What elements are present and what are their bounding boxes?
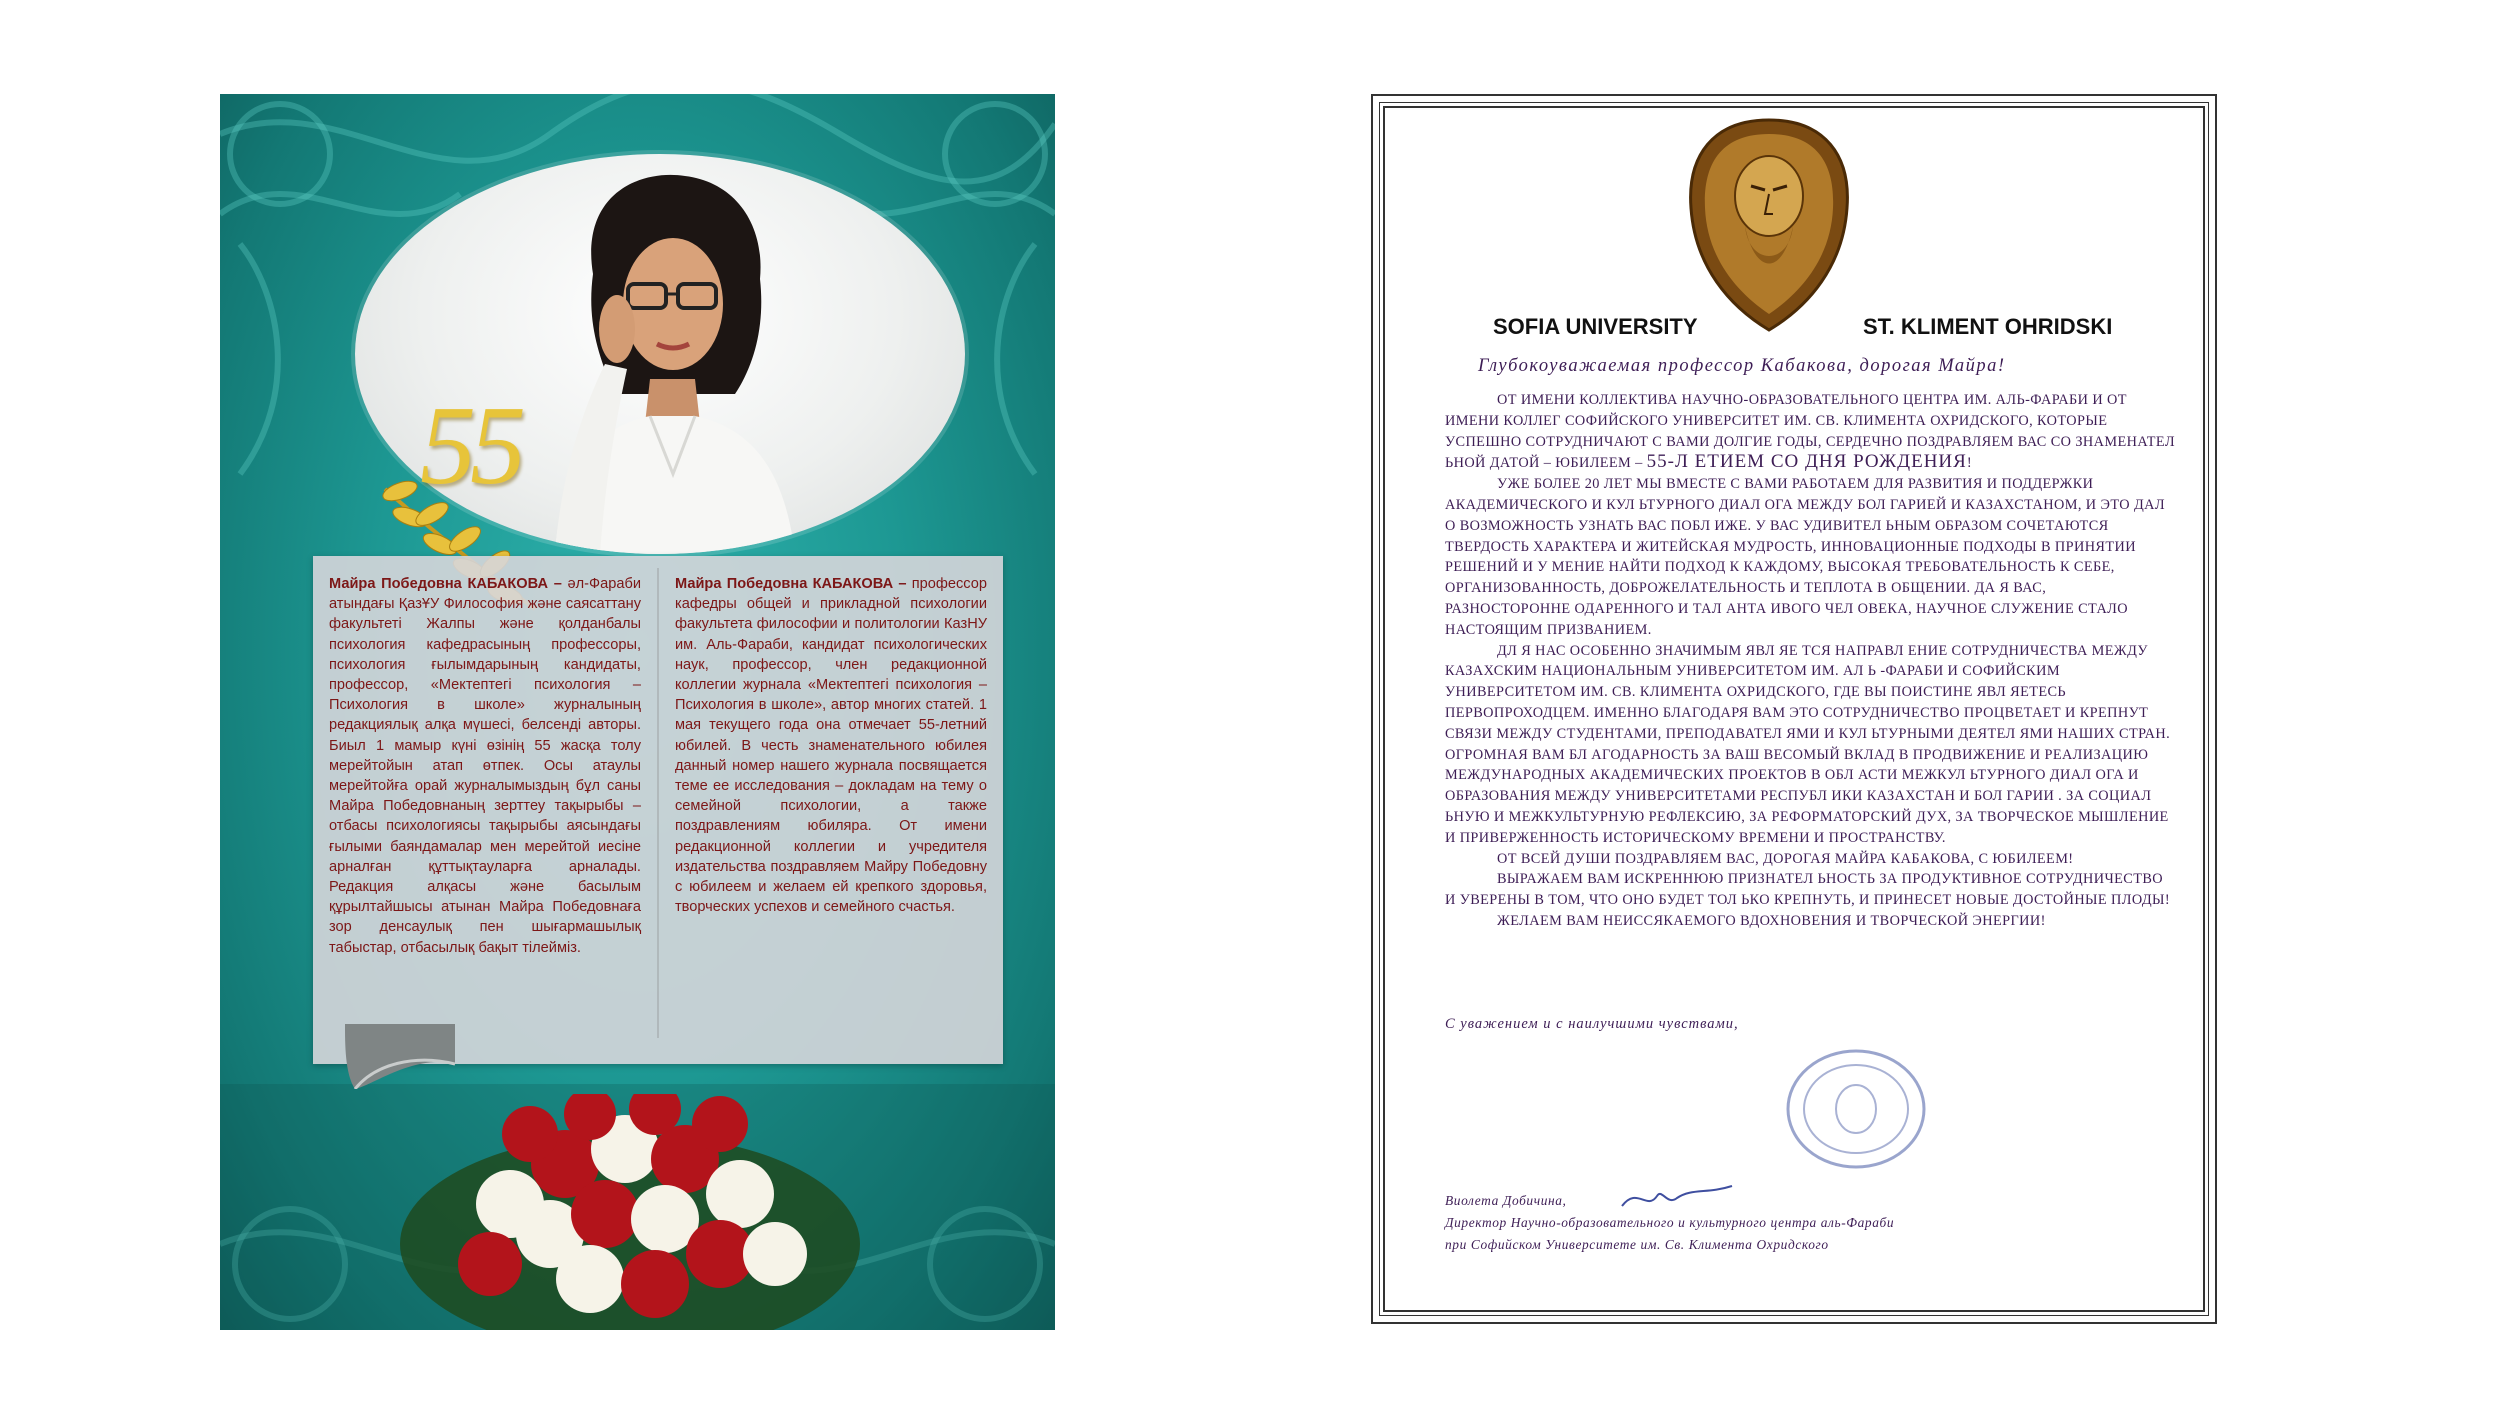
salutation: Глубокоуважаемая профессор Кабакова, дорогая Майра! xyxy=(1478,356,2006,376)
bio-kazakh xyxy=(329,574,641,958)
bio-russian-body: профессор кафедры общей и прикладной психологии факультета философии и политологии КазНУ им. Аль-Фараби, кандидат психологических наук, профессор, член редакционной коллегии журнала «Мектептегі психология – Психология в школе», автор многих статей. 1 мая текущего года она отмечает 55-летний юбилей. В честь знаменательного юбилея данный номер нашего журнала посвящается теме ее исследования – докладам на тему о семейной психологии, а также поздравлениям юбиляра. От имени редакционной коллегии и учредителя издательства поздравляем Майру Победовну с юбилеем и желаем ей крепкого здоровья, творческих успехов и семейного счастья. xyxy=(675,576,987,916)
paragraph-5: ВЫРАЖАЕМ ВАМ ИСКРЕННЮЮ ПРИЗНАТЕЛ ЬНОСТЬ ЗА ПРОДУКТИВНОЕ СОТРУДНИЧЕСТВО И УВЕРЕНЫ В ТОМ, ЧТО ОНО БУДЕТ ТОЛ ЬКО КРЕПНУТЬ, И ПРИНЕСЕТ НОВЫЕ ДОСТОЙНЫЕ ПЛОДЫ! xyxy=(1445,871,2171,909)
paragraph-3: ДЛ Я НАС ОСОБЕННО ЗНАЧИМЫМ ЯВЛ ЯЕ ТСЯ НАПРАВЛ ЕНИЕ СОТРУДНИЧЕСТВА МЕЖДУ КАЗАХСКИМ НАЦИОНАЛЬНЫМ УНИВЕРСИТЕТОМ ИМ. АЛ Ь -ФАРАБИ И СОФИЙСКИМ УНИВЕРСИТЕТОМ ИМ. СВ. КЛИМЕНТА ОХРИДСКОГО, ГДЕ ВЫ ПОИСТИНЕ ЯВЛ ЯЕТЕСЬ ПЕРВОПРОХОДЦЕМ. ИМЕННО БЛАГОДАРЯ ВАМ ЭТО СОТРУДНИЧЕСТВО ПРОЦВЕТАЕТ И КРЕПНУТ СВЯЗИ МЕЖДУ СТУДЕНТАМИ, ПРЕПОДАВАТЕЛ ЯМИ И КУЛ ЬТУРНЫМИ ДЕЯТЕЛ ЯМИ НАШИХ СТРАН. ОГРОМНАЯ ВАМ БЛ АГОДАРНОСТЬ ЗА ВАШ ВЕСОМЫЙ ВКЛАД В ПРОДВИЖЕНИЕ И РЕАЛИЗАЦИЮ МЕЖДУНАРОДНЫХ АКАДЕМИЧЕСКИХ ПРОЕКТОВ В ОБЛ АСТИ МЕЖКУЛ ЬТУРНОГО ДИАЛ ОГА И ОБРАЗОВАНИЯ МЕЖДУ УНИВЕРСИТЕТАМИ РЕСПУБЛ ИКИ КАЗАХСТАН И БОЛ ГАРИИ . ЗА СОЦИАЛ ЬНУЮ И МЕЖКУЛЬТУРНУЮ РЕФЛЕКСИЮ, ЗА РЕФОРМАТОРСКИЙ ДУХ, ЗА ТВОРЧЕСКОЕ МЫШЛЕНИЕ И ПРИВЕРЖЕННОСТЬ ИСТОРИЧЕСКОМУ ВРЕМЕНИ И ПРОСТРАНСТВУ. xyxy=(1445,642,2171,846)
paragraph-4: ОТ ВСЕЙ ДУШИ ПОЗДРАВЛЯЕМ ВАС, ДОРОГАЯ МАЙРА КАБАКОВА, С ЮБИЛЕЕМ! xyxy=(1497,850,2074,867)
congratulation-letter xyxy=(1371,94,2217,1324)
university-name-left: SOFIA UNIVERSITY xyxy=(1493,314,1698,339)
paragraph-2: УЖЕ БОЛЕЕ 20 ЛЕТ МЫ ВМЕСТЕ С ВАМИ РАБОТАЕМ ДЛЯ РАЗВИТИЯ И ПОДДЕРЖКИ АКАДЕМИЧЕСКОГО И КУЛ ЬТУРНОГО ДИАЛ ОГА МЕЖДУ БОЛ ГАРИЕЙ И КАЗАХСТАНОМ, И ЭТО ДАЛ О ВОЗМОЖНОСТЬ УЗНАТЬ ВАС ПОБЛ ИЖЕ. У ВАС УДИВИТЕЛ ЬНЫМ ОБРАЗОМ СОЧЕТАЮТСЯ ТВЕРДОСТЬ ХАРАКТЕРА И ЖИТЕЙСКАЯ МУДРОСТЬ, ИННОВАЦИОННЫЕ ПОДХОДЫ В ПРИНЯТИИ РЕШЕНИЙ И У МЕНИЕ НАЙТИ ПОДХОД К КАЖДОМУ, ВЫСОКАЯ ТРЕБОВАТЕЛЬНОСТЬ К СЕБЕ, ОРГАНИЗОВАННОСТЬ, ДОБРОЖЕЛАТЕЛЬНОСТЬ И ТЕПЛОТА В ОБЩЕНИИ. ДА Я ВАС, РАЗНОСТОРОННЕ ОДАРЕННОГО И ТАЛ АНТА ИВОГО ЧЕЛ ОВЕКА, НАУЧНОЕ СЛУЖЕНИЕ СТАЛО НАСТОЯЩИМ ПРИЗВАНИЕМ. xyxy=(1445,476,2165,638)
bio-russian-name: Майра Победовна КАБАКОВА – xyxy=(675,576,907,592)
bio-kazakh-name: Майра Победовна КАБАКОВА – xyxy=(329,576,562,592)
jubilee-number: 55 xyxy=(420,384,520,508)
letter-body xyxy=(1445,390,2175,932)
paragraph-1-end: ! xyxy=(1966,455,1972,472)
bio-kazakh-body: әл-Фараби атындағы ҚазҰУ Философия және саясаттану факультеті Жалпы және қолданбалы психология кафедрасының профессоры, психология ғылымдарының кандидаты, профессор, «Мектептегі психология – Психология в школе» журналының редакциялық алқа мүшесі, белсенді авторы. Биыл 1 мамыр күні өзінің 55 жасқа толу мерейтойын атап өтпек. Осы атаулы мерейтойға орай журналымыздың бұл саны Майра Победовнаның зерттеу тақырыбы – отбасы психологиясы тақырыбы аясындағы ғылыми баяндамалар мен мерейтой иесіне арналған құттықтауларға арналады. Редакция алқасы және басылым құрылтайшысы атынан Майра Победовнаға зор денсаулық пен шығармашылық табыстар, отбасылық бақыт тілейміз. xyxy=(329,576,641,956)
university-medal-emblem xyxy=(1685,116,1853,334)
signatory-block xyxy=(1445,1190,1894,1256)
signatory-position-2: при Софийском Университете им. Св. Климента Охридского xyxy=(1445,1237,1829,1252)
column-divider xyxy=(657,568,659,1038)
rose-bouquet-image xyxy=(390,1094,870,1330)
signatory-name: Виолета Добичина, xyxy=(1445,1193,1567,1208)
bio-russian xyxy=(675,574,987,917)
signatory-position-1: Директор Научно-образовательного и культурного центра аль-Фараби xyxy=(1445,1215,1895,1230)
page-curl-left xyxy=(345,1024,455,1089)
paragraph-6: ЖЕЛАЕМ ВАМ НЕИССЯКАЕМОГО ВДОХНОВЕНИЯ И ТВОРЧЕСКОЙ ЭНЕРГИИ! xyxy=(1497,912,2046,929)
closing-phrase: С уважением и с наилучшими чувствами, xyxy=(1445,1016,1739,1032)
paragraph-1-highlight: 55-Л ЕТИЕМ СО ДНЯ РОЖДЕНИЯ xyxy=(1646,451,1967,473)
jubilee-poster xyxy=(220,94,1055,1330)
bio-text-panel xyxy=(313,556,1003,1064)
paragraph-1-text: ОТ ИМЕНИ КОЛЛЕКТИВА НАУЧНО-ОБРАЗОВАТЕЛЬНОГО ЦЕНТРА ИМ. АЛЬ-ФАРАБИ И ОТ ИМЕНИ КОЛЛЕГ СОФИЙСКОГО УНИВЕРСИТЕТ ИМ. СВ. КЛИМЕНТА ОХРИДСКОГО, КОТОРЫЕ УСПЕШНО СОТРУДНИЧАЮТ С ВАМИ ДОЛГИЕ ГОДЫ, СЕРДЕЧНО ПОЗДРАВЛЯЕМ ВАС СО ЗНАМЕНАТЕЛ ЬНОЙ ДАТОЙ – ЮБИЛЕЕМ – xyxy=(1445,392,2175,472)
official-stamp-icon xyxy=(1781,1044,1931,1174)
paragraph-1 xyxy=(1445,390,2175,474)
university-name-right: ST. KLIMENT OHRIDSKI xyxy=(1863,314,2113,339)
